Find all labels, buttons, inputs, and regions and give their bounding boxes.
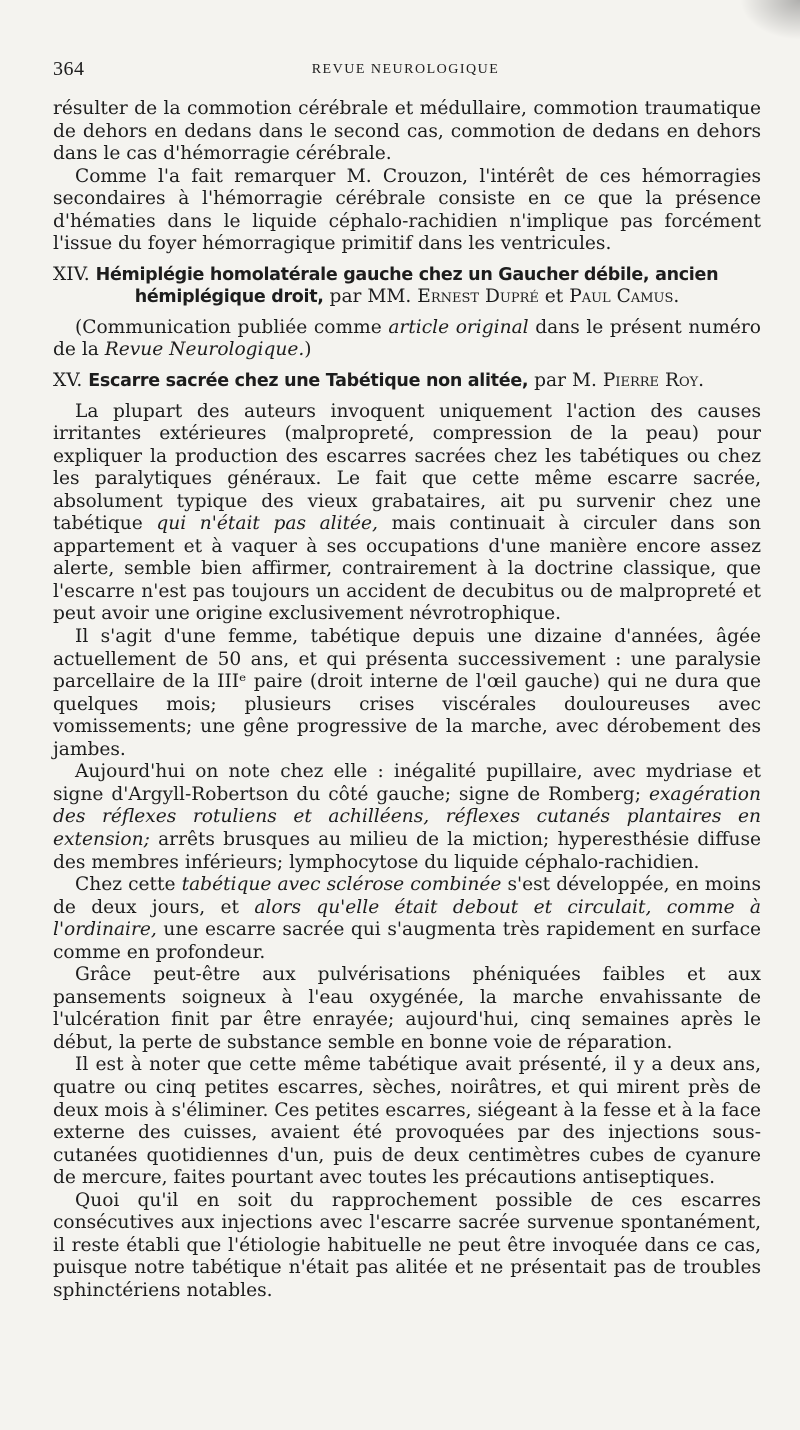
author-name: Paul Camus. xyxy=(569,286,680,308)
section-title: Hémiplégie homolatérale gauche chez un Gaucher débile, ancien xyxy=(95,264,719,285)
section-number: XIV. xyxy=(53,263,90,285)
paragraph: La plupart des auteurs invoquent uniquement l'action des causes irritantes extérieures (malpropreté, compression de la peau) pour expliquer la production des escarres sacrées chez les tabétiques ou chez les paralytiques généraux. Le fait que cette même escarre sacrée, absolument typique des vieux grabataires, ait pu survenir chez une tabétique qui n'était pas alitée, mais continuait à circuler dans son appartement et à vaquer à ses occupations d'une manière encore assez alerte, semble bien affirmer, contrairement à la doctrine classique, que l'escarre n'est pas toujours un accident de decubitus ou de malpropreté et peut avoir une origine exclusivement névrotrophique. xyxy=(53,400,762,625)
page-number: 364 xyxy=(53,58,85,80)
section-14-heading xyxy=(53,264,761,287)
running-title: REVUE NEUROLOGIQUE xyxy=(311,62,500,77)
paragraph: Il s'agit d'une femme, tabétique depuis une dizaine d'années, âgée actuellement de 50 ans, et qui présenta successivement : une paralysie parcellaire de la IIIᵉ paire (droit interne de l'œil gauche) qui ne dura que quelques mois; plusieurs crises viscérales douloureuses avec vomissements; une gêne progressive de la marche, avec dérobement des jambes. xyxy=(53,626,761,760)
section-number: XV. xyxy=(53,370,83,392)
byline-prefix: par M. xyxy=(534,370,597,392)
paragraph: Aujourd'hui on note chez elle : inégalité pupillaire, avec mydriase et signe d'Argyll-Robertson du côté gauche; signe de Romberg; exagération des réflexes rotuliens et achilléens, réflexes cutanés plantaires en extension; arrêts brusques au milieu de la miction; hyperesthésie diffuse des membres inférieurs; lymphocytose du liquide céphalo-rachidien. xyxy=(53,761,761,873)
section-title-cont: hémiplégique droit, xyxy=(134,287,324,308)
author-name: Ernest Dupré xyxy=(417,286,539,308)
note-text: (Communication publiée comme xyxy=(75,316,382,338)
byline-prefix: par MM. xyxy=(329,286,412,308)
section-14-heading-line2 xyxy=(53,286,761,309)
section-14-note xyxy=(53,317,761,362)
paragraph: Il est à noter que cette même tabétique avait présenté, il y a deux ans, quatre ou cinq petites escarres, sèches, noirâtres, et qui mirent près de deux mois à s'éliminer. Ces petites escarres, siégeant à la fesse et à la face externe des cuisses, avaient été provoquées par des injections sous-cutanées quotidiennes d'un, puis de deux centimètres cubes de cyanure de mercure, faites pourtant avec toutes les précautions antiseptiques. xyxy=(53,1054,761,1189)
note-text: dans le présent numéro de la xyxy=(53,316,761,361)
note-text: ) xyxy=(304,339,312,361)
section-15-heading xyxy=(53,370,761,393)
page-body xyxy=(53,98,761,1302)
paragraph: Grâce peut-être aux pulvérisations phéniquées faibles et aux pansements soigneux à l'eau oxygénée, la marche envahissante de l'ulcération finit par être enrayée; aujourd'hui, cinq semaines après le début, la perte de substance semble en bonne voie de réparation. xyxy=(53,964,761,1053)
author-name: Pierre Roy. xyxy=(602,370,705,392)
byline-conj: et xyxy=(544,286,564,308)
section-title: Escarre sacrée chez une Tabétique non alitée, xyxy=(88,371,529,392)
paragraph: Quoi qu'il en soit du rapprochement possible de ces escarres consécutives aux injections avec l'escarre sacrée survenue spontanément, il reste établi que l'étiologie habituelle ne peut être invoquée dans ce cas, puisque notre tabétique n'était pas alitée et ne présentait pas de troubles sphinctériens notables. xyxy=(53,1189,761,1301)
paragraph: résulter de la commotion cérébrale et médullaire, commotion traumatique de dehors en dedans dans le second cas, commotion de dedans en dehors dans le cas d'hémorragie cérébrale. xyxy=(53,98,761,165)
paragraph: Chez cette tabétique avec sclérose combinée s'est développée, en moins de deux jours, et alors qu'elle était debout et circulait, comme à l'ordinaire, une escarre sacrée qui s'augmenta très rapidement en surface comme en profondeur. xyxy=(53,874,762,963)
page-header xyxy=(53,58,758,84)
note-italic: article original xyxy=(388,316,529,338)
journal-name: Revue Neurologique. xyxy=(104,339,305,361)
page-corner-smudge xyxy=(740,0,800,40)
paragraph: Comme l'a fait remarquer M. Crouzon, l'intérêt de ces hémorragies secondaires à l'hémorragie cérébrale consiste en ce que la présence d'hématies dans le liquide céphalo-rachidien n'implique pas forcément l'issue du foyer hémorragique primitif dans les ventricules. xyxy=(53,165,761,255)
